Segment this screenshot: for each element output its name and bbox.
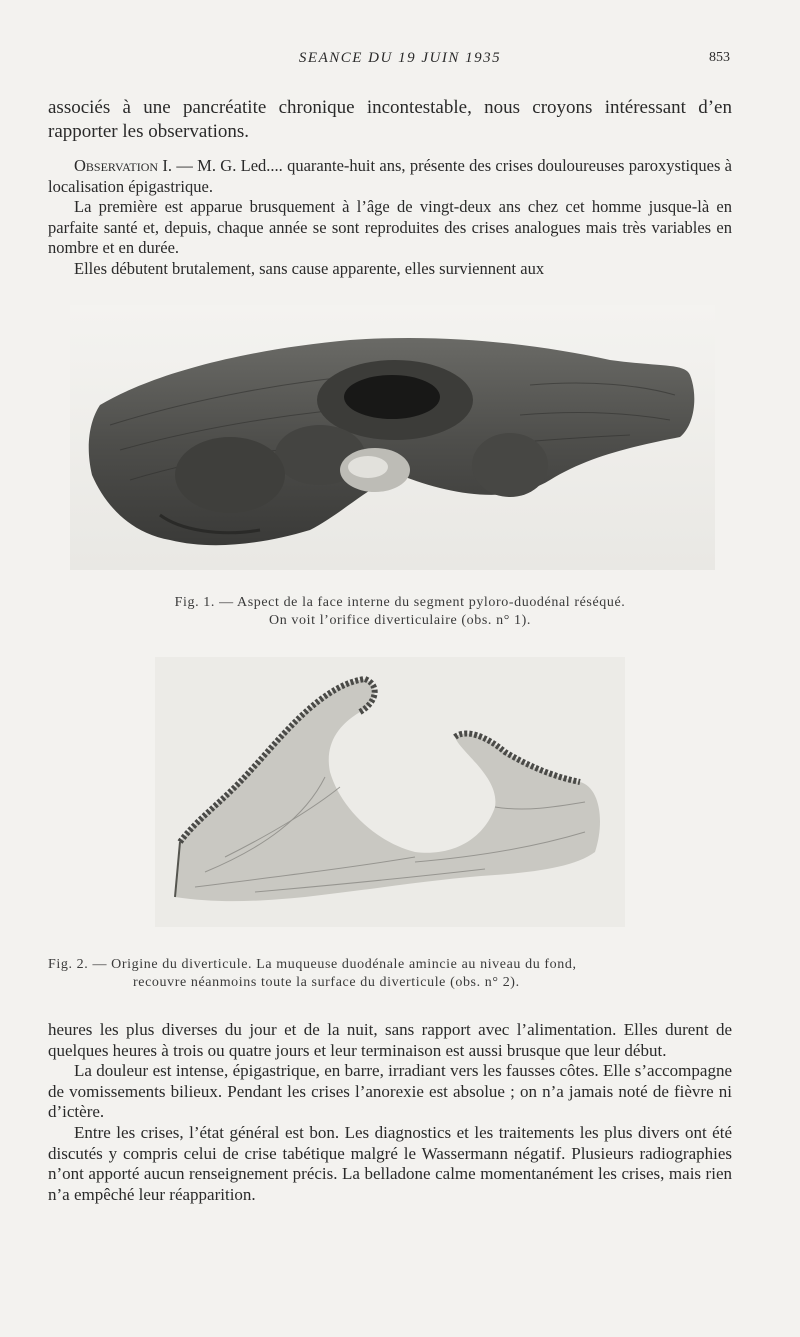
figure-1-photograph [70,305,715,570]
diverticulum-histology [155,657,625,927]
paragraph-onset: Elles débutent brutalement, sans cause apparente, elles surviennent aux [74,258,545,278]
figure-1-caption-line2: On voit l’orifice diverticulaire (obs. n° 1). [269,613,531,628]
body-continuation [48,1020,732,1205]
figure-2-caption-line2: recouvre néanmoins toute la surface du diverticule (obs. n° 2). [133,975,520,990]
page-number: 853 [709,50,730,65]
paragraph-between-crises: Entre les crises, l’état général est bon. Les diagnostics et les traitements les plus divers ont été discutés y compris celui de crise tabétique malgré le Wassermann négatif. Plusieurs radiographies n’ont apporté aucun renseignement précis. La belladone calme momentanément les crises, mais rien n’a empêché leur réapparition. [48,1122,732,1204]
paragraph-first-crisis: La première est apparue brusquement à l’âge de vingt-deux ans chez cet homme jusque-là en parfaite santé et, depuis, chaque année se sont reproduites des crises analogues mais très variables en nombre et en durée. [48,197,732,257]
duodenal-segment-photo [70,305,715,570]
figure-2-micrograph [155,657,625,927]
figure-1-caption-line1: Fig. 1. — Aspect de la face interne du segment pyloro-duodénal réséqué. [174,595,626,610]
header-title: SEANCE DU 19 JUIN 1935 [298,50,502,66]
running-header [0,50,800,74]
lead-paragraph: associés à une pancréatite chronique incontestable, nous croyons intéressant d’en rapporter les observations. [48,97,732,142]
observation-text: — M. G. Led.... quarante-huit ans, présente des crises douloureuses paroxystiques à localisation épigastrique. [48,156,733,196]
paragraph-timing: heures les plus diverses du jour et de la nuit, sans rapport avec l’alimentation. Elles durent de quelques heures à trois ou quatre jours et leur terminaison est aussi brusque que leur début. [48,1020,732,1060]
observation-paragraph [48,156,732,197]
observation-label: Observation I. [74,156,173,175]
figure-1-caption [90,594,710,630]
figure-2-caption [48,956,732,992]
paragraph-pain: La douleur est intense, épigastrique, en barre, irradiant vers les fausses côtes. Elle s’accompagne de vomissements bilieux. Pendant les crises l’anorexie est absolue ; on n’a jamais noté de fièvre ni d’ictère. [48,1061,732,1122]
figure-2-caption-line1: Fig. 2. — Origine du diverticule. La muqueuse duodénale amincie au niveau du fond, [48,957,577,972]
observation-block [48,156,732,279]
